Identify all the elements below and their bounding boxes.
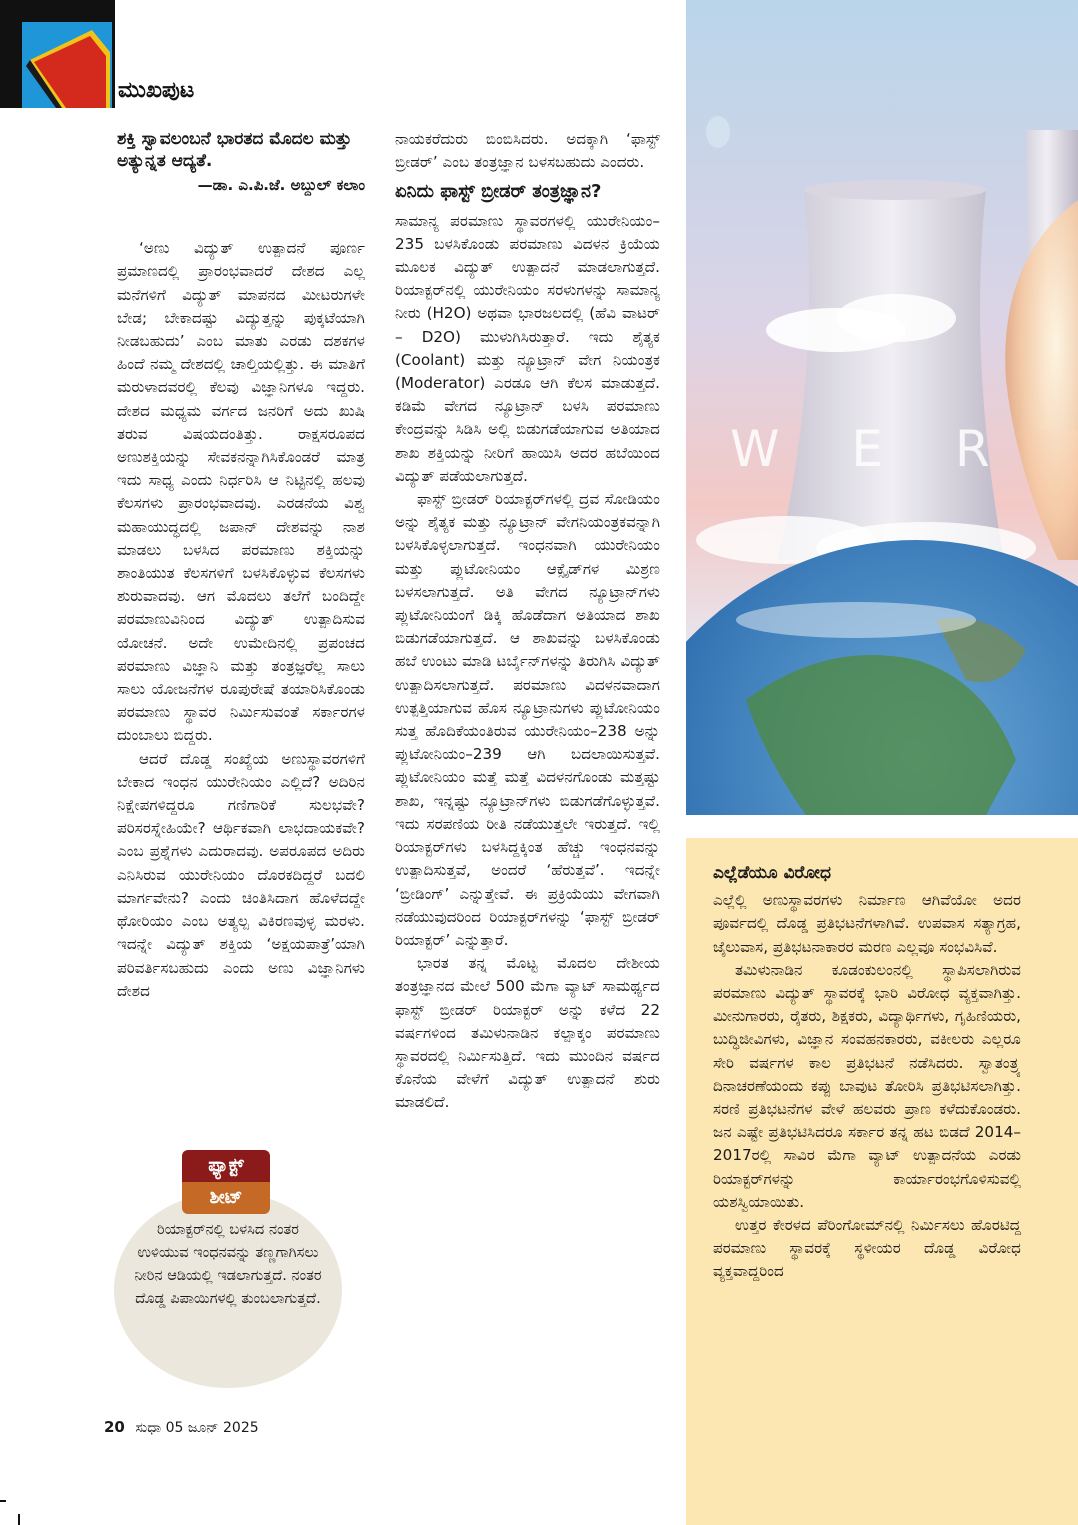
nuclear-plant-illustration	[686, 0, 1078, 815]
sidebar-paragraph-3: ಉತ್ತರ ಕೇರಳದ ಪೆರಿಂಗೋಮ್‌ನಲ್ಲಿ ನಿರ್ಮಿಸಲು ಹೊರಟಿದ್ದ ಪರಮಾಣು ಸ್ಥಾವರಕ್ಕೆ ಸ್ಥಳೀಯರ ದೊಡ್ಡ ವಿರೋಧ ವ್ಯಕ್ತವಾದ್ದರಿಂದ	[713, 1216, 1021, 1281]
sidebar-text	[713, 862, 1021, 1284]
article-column-2	[395, 128, 660, 1115]
col2-lead-paragraph: ನಾಯಕರೆದುರು ಬಿಂಬಿಸಿದರು. ಅದಕ್ಕಾಗಿ ‘ಫಾಸ್ಟ್ ಬ್ರೀಡರ್’ ಎಂಬ ತಂತ್ರಜ್ಞಾನ ಬಳಸಬಹುದು ಎಂದರು.	[395, 130, 660, 172]
visual-caption-letters: W E R	[730, 420, 1018, 478]
col2-paragraph-3: ಭಾರತ ತನ್ನ ಮೊಟ್ಟ ಮೊದಲ ದೇಶೀಯ ತಂತ್ರಜ್ಞಾನದ ಮೇಲೆ 500 ಮೆಗಾ ವ್ಯಾಟ್ ಸಾಮರ್ಥ್ಯದ ಫಾಸ್ಟ್ ಬ್ರೀಡರ್ ರಿಯಾಕ್ಟರ್ ಅನ್ನು ಕಳೆದ 22 ವರ್ಷಗಳಿಂದ ತಮಿಳುನಾಡಿನ ಕಲ್ಪಾಕ್ಕಂ ಪರಮಾಣು ಸ್ಥಾವರದಲ್ಲಿ ನಿರ್ಮಿಸುತ್ತಿದೆ. ಇದು ಮುಂದಿನ ವರ್ಷದ ಕೊನೆಯ ವೇಳೆಗೆ ವಿದ್ಯುತ್ ಉತ್ಪಾದನೆ ಶುರು ಮಾಡಲಿದೆ.	[395, 954, 660, 1112]
crop-mark	[0, 1500, 6, 1502]
fact-badge-line-2: ಶೀಟ್	[182, 1182, 270, 1214]
section-label: ಮುಖಪುಟ	[118, 78, 195, 103]
col1-paragraph-2: ಆದರೆ ದೊಡ್ಡ ಸಂಖ್ಯೆಯ ಅಣುಸ್ಥಾವರಗಳಿಗೆ ಬೇಕಾದ ಇಂಧನ ಯುರೇನಿಯಂ ಎಲ್ಲಿದೆ? ಅದಿರಿನ ನಿಕ್ಷೇಪಗಳಿದ್ದರೂ ಗಣಿಗಾರಿಕೆ ಸುಲಭವೇ? ಪರಿಸರಸ್ನೇಹಿಯೇ? ಆರ್ಥಿಕವಾಗಿ ಲಾಭದಾಯಕವೇ? ಎಂಬ ಪ್ರಶ್ನೆಗಳು ಎದುರಾದವು. ಅಪರೂಪದ ಅದಿರು ಎನಿಸಿರುವ ಯುರೇನಿಯಂ ದೊರಕದಿದ್ದರೆ ಬದಲಿ ಮಾರ್ಗವೇನು? ಎಂದು ಚಿಂತಿಸಿದಾಗ ಹೊಳೆದದ್ದೇ ಥೋರಿಯಂ ಎಂಬ ಅತ್ಯಲ್ಪ ವಿಕಿರಣವುಳ್ಳ ಮರಳು. ಇದನ್ನೇ ವಿದ್ಯುತ್ ಶಕ್ತಿಯ ‘ಅಕ್ಷಯಪಾತ್ರೆ’ಯಾಗಿ ಪರಿವರ್ತಿಸಬಹುದು ಎಂದು ಅಣು ವಿಜ್ಞಾನಿಗಳು ದೇಶದ	[117, 749, 365, 1000]
sidebar-title: ಎಲ್ಲೆಡೆಯೂ ವಿರೋಧ	[713, 863, 831, 883]
fact-sheet-badge	[182, 1150, 270, 1214]
cooling-tower-earth-image	[686, 0, 1078, 815]
page-footer	[104, 1418, 259, 1436]
sidebar-paragraph-2: ತಮಿಳುನಾಡಿನ ಕೂಡಂಕುಲಂನಲ್ಲಿ ಸ್ಥಾಪಿಸಲಾಗಿರುವ ಪರಮಾಣು ವಿದ್ಯುತ್ ಸ್ಥಾವರಕ್ಕೆ ಭಾರಿ ವಿರೋಧ ವ್ಯಕ್ತವಾಗಿತ್ತು. ಮೀನುಗಾರರು, ರೈತರು, ಶಿಕ್ಷಕರು, ವಿದ್ಯಾರ್ಥಿಗಳು, ಗೃಹಿಣಿಯರು, ಬುದ್ಧಿಜೀವಿಗಳು, ವಿಜ್ಞಾನ ಸಂವಹನಕಾರರು, ವಕೀಲರು ಎಲ್ಲರೂ ಸೇರಿ ವರ್ಷಗಳ ಕಾಲ ಪ್ರತಿಭಟನೆ ನಡೆಸಿದರು. ಸ್ವಾತಂತ್ರ್ಯ ದಿನಾಚರಣೆಯಂದು ಕಪ್ಪು ಬಾವುಟ ತೋರಿಸಿ ಪ್ರತಿಭಟಿಸಲಾಗಿತ್ತು. ಸರಣಿ ಪ್ರತಿಭಟನೆಗಳ ವೇಳೆ ಹಲವರು ಪ್ರಾಣ ಕಳೆದುಕೊಂಡರು. ಜನ ಎಷ್ಟೇ ಪ್ರತಿಭಟಿಸಿದರೂ ಸರ್ಕಾರ ತನ್ನ ಹಟ ಬಿಡದೆ 2014–2017ರಲ್ಲಿ ಸಾವಿರ ಮೆಗಾ ವ್ಯಾಟ್ ಉತ್ಪಾದನೆಯ ಎರಡು ರಿಯಾಕ್ಟರ್‌ಗಳನ್ನು ಕಾರ್ಯಾರಂಭಗೊಳಿಸುವಲ್ಲಿ ಯಶಸ್ವಿಯಾಯಿತು.	[713, 960, 1021, 1211]
col1-paragraph-1: ‘ಅಣು ವಿದ್ಯುತ್ ಉತ್ಪಾದನೆ ಪೂರ್ಣ ಪ್ರಮಾಣದಲ್ಲಿ ಪ್ರಾರಂಭವಾದರೆ ದೇಶದ ಎಲ್ಲ ಮನೆಗಳಿಗೆ ವಿದ್ಯುತ್ ಮಾಪನದ ಮೀಟರುಗಳೇ ಬೇಡ; ಬೇಕಾದಷ್ಟು ವಿದ್ಯುತ್ತನ್ನು ಪುಕ್ಕಟೆಯಾಗಿ ನೀಡಬಹುದು’ ಎಂಬ ಮಾತು ಎರಡು ದಶಕಗಳ ಹಿಂದೆ ನಮ್ಮ ದೇಶದಲ್ಲಿ ಚಾಲ್ತಿಯಲ್ಲಿತ್ತು. ಈ ಮಾತಿಗೆ ಮರುಳಾದವರಲ್ಲಿ ಕೆಲವು ವಿಜ್ಞಾನಿಗಳೂ ಇದ್ದರು. ದೇಶದ ಮಧ್ಯಮ ವರ್ಗದ ಜನರಿಗೆ ಅದು ಖುಷಿ ತರುವ ವಿಷಯದಂತಿತ್ತು. ರಾಕ್ಷಸರೂಪದ ಅಣುಶಕ್ತಿಯನ್ನು ಸೇವಕನನ್ನಾಗಿಸಿಕೊಂಡರೆ ಮಾತ್ರ ಇದು ಸಾಧ್ಯ ಎಂದು ನಿರ್ಧರಿಸಿ ಆ ನಿಟ್ಟಿನಲ್ಲಿ ಹಲವು ಕೆಲಸಗಳು ಪ್ರಾರಂಭವಾದವು. ಎರಡನೆಯ ವಿಶ್ವ ಮಹಾಯುದ್ಧದಲ್ಲಿ ಜಪಾನ್ ದೇಶವನ್ನು ನಾಶ ಮಾಡಲು ಬಳಸಿದ ಪರಮಾಣು ಶಕ್ತಿಯನ್ನು ಶಾಂತಿಯುತ ಕೆಲಸಗಳಿಗೆ ಬಳಸಿಕೊಳ್ಳುವ ಕೆಲಸಗಳು ಶುರುವಾದವು. ಆಗ ಮೊದಲು ತಲೆಗೆ ಬಂದಿದ್ದೇ ಪರಮಾಣುವಿನಿಂದ ವಿದ್ಯುತ್ ಉತ್ಪಾದಿಸುವ ಯೋಚನೆ. ಅದೇ ಉಮೇದಿನಲ್ಲಿ ಪ್ರಪಂಚದ ಪರಮಾಣು ವಿಜ್ಞಾನಿ ಮತ್ತು ತಂತ್ರಜ್ಞರೆಲ್ಲ ಸಾಲು ಸಾಲು ಯೋಜನೆಗಳ ರೂಪುರೇಷೆ ತಯಾರಿಸಿಕೊಂಡು ಪರಮಾಣು ಸ್ಥಾವರ ನಿರ್ಮಿಸುವಂತೆ ಸರ್ಕಾರಗಳ ದುಂಬಾಲು ಬಿದ್ದರು.	[117, 239, 365, 745]
publication-date: ಸುಧಾ 05 ಜೂನ್ 2025	[135, 1420, 259, 1436]
crop-mark	[18, 1514, 20, 1525]
col2-paragraph-1: ಸಾಮಾನ್ಯ ಪರಮಾಣು ಸ್ಥಾವರಗಳಲ್ಲಿ ಯುರೇನಿಯಂ–235 ಬಳಸಿಕೊಂಡು ಪರಮಾಣು ವಿದಳನ ಕ್ರಿಯೆಯ ಮೂಲಕ ವಿದ್ಯುತ್ ಉತ್ಪಾದನೆ ಮಾಡಲಾಗುತ್ತದೆ. ರಿಯಾಕ್ಟರ್‌ನಲ್ಲಿ ಯುರೇನಿಯಂ ಸರಳುಗಳನ್ನು ಸಾಮಾನ್ಯ ನೀರು (H2O) ಅಥವಾ ಭಾರಜಲದಲ್ಲಿ (ಹೆವಿ ವಾಟರ್ – D2O) ಮುಳುಗಿಸಿರುತ್ತಾರೆ. ಇದು ಶೈತ್ಯಕ (Coolant) ಮತ್ತು ನ್ಯೂಟ್ರಾನ್ ವೇಗ ನಿಯಂತ್ರಕ (Moderator) ಎರಡೂ ಆಗಿ ಕೆಲಸ ಮಾಡುತ್ತದೆ. ಕಡಿಮೆ ವೇಗದ ನ್ಯೂಟ್ರಾನ್ ಬಳಸಿ ಪರಮಾಣು ಕೇಂದ್ರವನ್ನು ಸಿಡಿಸಿ ಅಲ್ಲಿ ಬಿಡುಗಡೆಯಾಗುವ ಅತಿಯಾದ ಶಾಖ ಶಕ್ತಿಯನ್ನು ನೀರಿಗೆ ಹಾಯಿಸಿ ಅದರ ಹಬೆಯಿಂದ ವಿದ್ಯುತ್ ಪಡೆಯಲಾಗುತ್ತದೆ.	[395, 211, 660, 485]
quote-author: —ಡಾ. ಎ.ಪಿ.ಜೆ. ಅಬ್ದುಲ್ ಕಲಾಂ	[197, 176, 365, 194]
col2-paragraph-2: ಫಾಸ್ಟ್ ಬ್ರೀಡರ್ ರಿಯಾಕ್ಟರ್‌ಗಳಲ್ಲಿ ದ್ರವ ಸೋಡಿಯಂ ಅನ್ನು ಶೈತ್ಯಕ ಮತ್ತು ನ್ಯೂಟ್ರಾನ್ ವೇಗನಿಯಂತ್ರಕವನ್ನಾಗಿ ಬಳಸಿಕೊಳ್ಳಲಾಗುತ್ತದೆ. ಇಂಧನವಾಗಿ ಯುರೇನಿಯಂ ಮತ್ತು ಪ್ಲುಟೋನಿಯಂ ಆಕ್ಸೈಡ್‌ಗಳ ಮಿಶ್ರಣ ಬಳಸಲಾಗುತ್ತದೆ. ಅತಿ ವೇಗದ ನ್ಯೂಟ್ರಾನ್‌ಗಳು ಪ್ಲುಟೋನಿಯಂಗೆ ಡಿಕ್ಕಿ ಹೊಡೆದಾಗ ಅತಿಯಾದ ಶಾಖ ಬಿಡುಗಡೆಯಾಗುತ್ತದೆ. ಆ ಶಾಖವನ್ನು ಬಳಸಿಕೊಂಡು ಹಬೆ ಉಂಟು ಮಾಡಿ ಟರ್ಬೈನ್‌ಗಳನ್ನು ತಿರುಗಿಸಿ ವಿದ್ಯುತ್ ಉತ್ಪಾದಿಸಲಾಗುತ್ತದೆ. ಪರಮಾಣು ವಿದಳನವಾದಾಗ ಉತ್ಪತ್ತಿಯಾಗುವ ಹೊಸ ನ್ಯೂಟ್ರಾನುಗಳು ಪ್ಲುಟೋನಿಯಂ ಸುತ್ತ ಹೊದಿಕೆಯಂತಿರುವ ಯುರೇನಿಯಂ–238 ಅನ್ನು ಪ್ಲುಟೋನಿಯಂ–239 ಆಗಿ ಬದಲಾಯಿಸುತ್ತವೆ. ಪ್ಲುಟೋನಿಯಂ ಮತ್ತೆ ಮತ್ತೆ ವಿದಳನಗೊಂಡು ಮತ್ತಷ್ಟು ಶಾಖ, ಇನ್ನಷ್ಟು ನ್ಯೂಟ್ರಾನ್‌ಗಳು ಬಿಡುಗಡೆಗೊಳ್ಳುತ್ತವೆ. ಇದು ಸರಪಣಿಯ ರೀತಿ ನಡೆಯುತ್ತಲೇ ಇರುತ್ತದೆ. ಇಲ್ಲಿ ರಿಯಾಕ್ಟರ್‌ಗಳು ಬಳಸಿದ್ದಕ್ಕಿಂತ ಹೆಚ್ಚು ಇಂಧನವನ್ನು ಉತ್ಪಾದಿಸುತ್ತವೆ, ಅಂದರೆ ‘ಹೆರುತ್ತವೆ’. ಇದನ್ನೇ ‘ಬ್ರೀಡಿಂಗ್’ ಎನ್ನುತ್ತೇವೆ. ಈ ಪ್ರಕ್ರಿಯೆಯು ವೇಗವಾಗಿ ನಡೆಯುವುದರಿಂದ ರಿಯಾಕ್ಟರ್‌ಗಳನ್ನು ‘ಫಾಸ್ಟ್ ಬ್ರೀಡರ್ ರಿಯಾಕ್ಟರ್’ ಎನ್ನುತ್ತಾರೆ.	[395, 490, 660, 949]
fast-breeder-subheading: ಏನಿದು ಫಾಸ್ಟ್ ಬ್ರೀಡರ್ ತಂತ್ರಜ್ಞಾನ?	[395, 181, 602, 203]
sidebar-paragraph-1: ಎಲ್ಲೆಲ್ಲಿ ಅಣುಸ್ಥಾವರಗಳು ನಿರ್ಮಾಣ ಆಗಿವೆಯೋ ಅದರ ಪೂರ್ವದಲ್ಲಿ ದೊಡ್ಡ ಪ್ರತಿಭಟನೆಗಳಾಗಿವೆ. ಉಪವಾಸ ಸತ್ಯಾಗ್ರಹ, ಜೈಲುವಾಸ, ಪ್ರತಿಭಟನಾಕಾರರ ಮರಣ ಎಲ್ಲವೂ ಸಂಭವಿಸಿವೆ.	[713, 891, 1021, 956]
fact-badge-line-1: ಫ್ಯಾಕ್ಟ್	[182, 1150, 270, 1182]
fact-sheet-text: ರಿಯಾಕ್ಟರ್‌ನಲ್ಲಿ ಬಳಸಿದ ನಂತರ ಉಳಿಯುವ ಇಂಧನವನ್ನು ತಣ್ಣಗಾಗಿಸಲು ನೀರಿನ ಆಡಿಯಲ್ಲಿ ಇಡಲಾಗುತ್ತದೆ. ನಂತರ ದೊಡ್ಡ ಪಿಪಾಯಿಗಳಲ್ಲಿ ತುಂಬಲಾಗುತ್ತದೆ.	[134, 1221, 322, 1307]
opening-quote: ಶಕ್ತಿ ಸ್ವಾವಲಂಬನೆ ಭಾರತದ ಮೊದಲ ಮತ್ತು ಅತ್ಯುನ್ನತ ಆದ್ಯತೆ.	[117, 129, 352, 171]
article-column-1	[117, 128, 365, 1003]
magazine-logo-block	[0, 0, 115, 108]
page-number: 20	[104, 1418, 125, 1436]
magazine-logo-icon	[22, 22, 112, 108]
